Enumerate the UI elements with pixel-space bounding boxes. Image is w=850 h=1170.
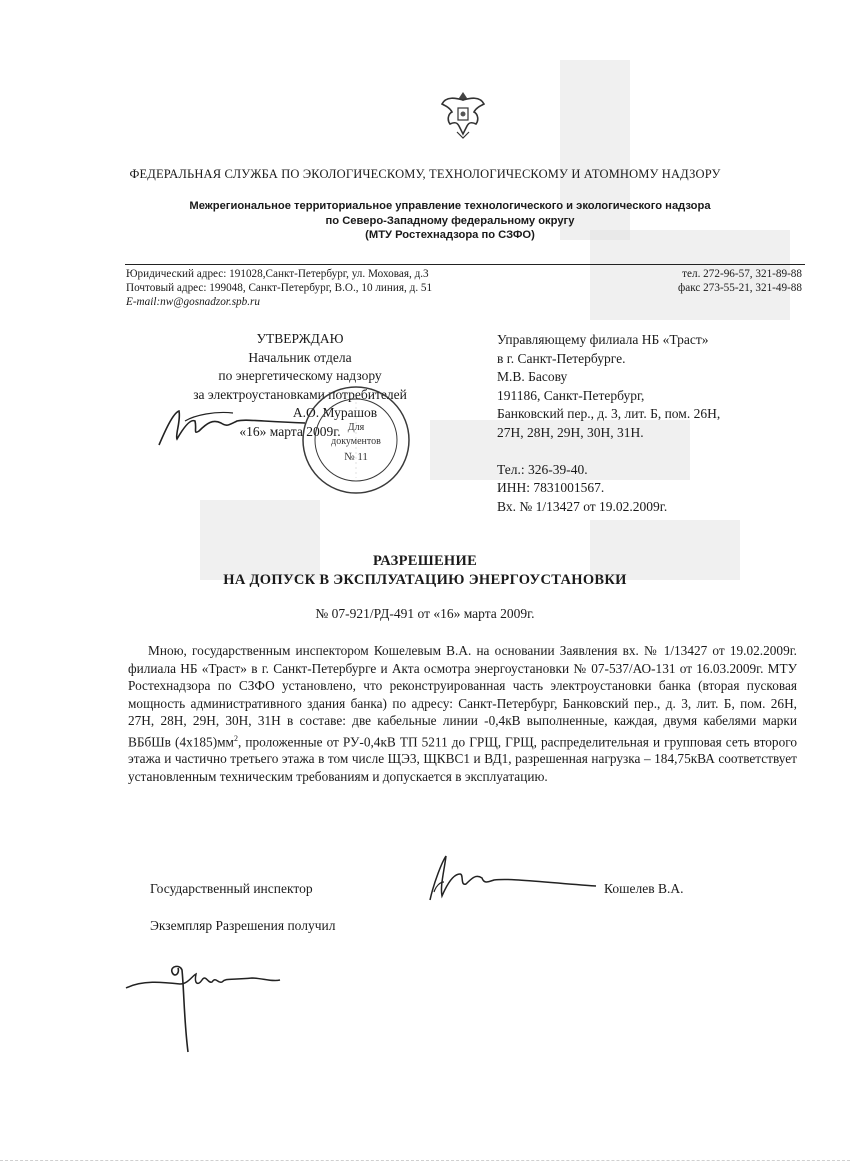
contact-phones — [678, 267, 802, 295]
approver-signature — [155, 401, 310, 451]
incoming-number: Вх. № 1/13427 от 19.02.2009г. — [497, 498, 668, 514]
body-text: Мною, государственным инспектором Кошелевым В.А. на основании Заявления вх. № 1/13427 от 19.02.2009г. филиала НБ «Траст» в г. Санкт-Петербурге и Акта осмотра энергоустановки № 07-537/АО-131 от 16.03.2009г. МТУ Ростехнадзора по СЗФО установлено, что реконструированная часть электроустановки банка (вторая пусковая мощность административного здания банка) по адресу: Санкт-Петербург, Банковский пер., д. 3, лит. Б, пом. 26Н, 27Н, 28Н, 29Н, 30Н, 31Н в составе: две кабельные линии -0,4кВ выполненные, каждая, двумя кабелями марки ВБбШв (4х185)мм — [128, 643, 797, 749]
approval-date: «16» марта 2009г. — [239, 423, 341, 439]
document-number: № 07-921/РД-491 от «16» марта 2009г. — [315, 606, 535, 621]
fax-number: факс 273-55-21, 321-49-88 — [678, 282, 802, 294]
recipient-signature — [122, 960, 282, 1055]
received-label: Экземпляр Разрешения получил — [150, 918, 336, 933]
stamp-text: документов — [331, 436, 381, 447]
document-title-line: РАЗРЕШЕНИЕ — [372, 553, 478, 569]
agency-name: ФЕДЕРАЛЬНАЯ СЛУЖБА ПО ЭКОЛОГИЧЕСКОМУ, ТЕХНОЛОГИЧЕСКОМУ И АТОМНОМУ НАДЗОРУ — [129, 167, 721, 181]
approval-position: Начальник отдела — [248, 349, 352, 365]
approval-position: за электроустановками потребителей — [193, 386, 407, 402]
regional-office-line: Межрегиональное территориальное управление технологического и экологического надзора — [189, 200, 711, 212]
recipient-inn: ИНН: 7831001567. — [497, 480, 605, 496]
recipient-address: 191186, Санкт-Петербург, — [497, 387, 645, 403]
recipient-phone: Тел.: 326-39-40. — [497, 461, 588, 477]
stamp-text: № 11 — [344, 451, 368, 463]
inspector-name: Кошелев В.А. — [604, 881, 684, 896]
round-stamp — [300, 384, 412, 496]
approval-heading: УТВЕРЖДАЮ — [256, 331, 344, 346]
recipient-name: М.В. Басову — [497, 369, 568, 385]
approval-position: по энергетическому надзору — [218, 368, 382, 384]
recipient-line: в г. Санкт-Петербурге. — [497, 350, 626, 366]
coat-of-arms-emblem — [438, 88, 488, 140]
phone-number: тел. 272-96-57, 321-89-88 — [682, 268, 802, 280]
document-title-line: НА ДОПУСК В ЭКСПЛУАТАЦИЮ ЭНЕРГОУСТАНОВКИ — [223, 572, 627, 588]
recipient-address: 27Н, 28Н, 29Н, 30Н, 31Н. — [497, 424, 644, 440]
body-text: , проложенные от РУ-0,4кВ ТП 5211 до ГРЩ, ГРЩ, распределительная и групповая сеть второго этажа и частично третьего этажа в том числе ЩЭ3, ЩКВС1 и ВД1, разрешенная нагрузка – 184,75кВА соответствует установленным техническим требованиям и допускается в эксплуатацию. — [128, 733, 797, 784]
regional-office-line: (МТУ Ростехнадзора по СЗФО) — [365, 229, 535, 241]
recipient-address: Банковский пер., д. 3, лит. Б, пом. 26Н, — [497, 406, 721, 422]
address-block — [126, 267, 432, 309]
page-edge-line — [0, 1160, 850, 1161]
email-address: E-mail:nw@gosnadzor.spb.ru — [126, 296, 260, 308]
recipient-block — [497, 331, 720, 516]
document-body — [128, 642, 797, 785]
inspector-label: Государственный инспектор — [150, 881, 313, 896]
legal-address: Юридический адрес: 191028,Санкт-Петербург, ул. Моховая, д.3 — [126, 268, 429, 280]
postal-address: Почтовый адрес: 199048, Санкт-Петербург, В.О., 10 линия, д. 51 — [126, 282, 433, 294]
body-superscript: 2 — [233, 733, 238, 743]
approver-name: А.О. Мурашов — [292, 405, 378, 421]
recipient-line: Управляющему филиала НБ «Траст» — [497, 332, 709, 347]
stamp-text: Для — [347, 422, 365, 433]
header-divider — [125, 264, 805, 265]
document-title — [0, 552, 850, 590]
regional-office-line: по Северо-Западному федеральному округу — [325, 214, 575, 227]
inspector-signature — [420, 852, 600, 912]
regional-office-block — [150, 199, 750, 243]
